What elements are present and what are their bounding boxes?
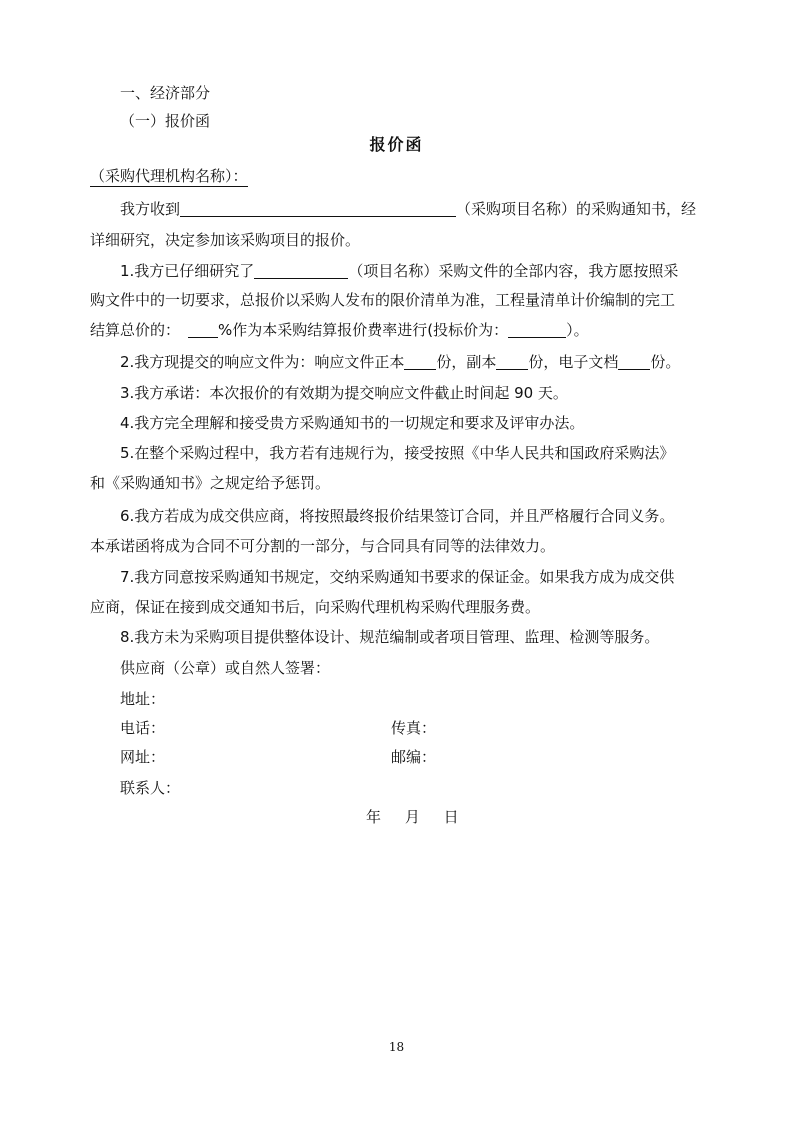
rate-blank[interactable] [188,322,218,338]
item-1-text-f: ）。 [566,321,589,339]
bid-price-blank[interactable] [508,322,566,338]
intro-text-a: 我方收到 [120,200,181,218]
date-line: 年 月 日 [366,808,459,826]
item-2-text-b: 份，副本 [436,353,497,371]
item-7-line-2: 应商，保证在接到成交通知书后，向采购代理机构采购代理服务费。 [90,598,541,616]
item-2-text-c: 份，电子文档 [528,353,619,371]
page-title: 报价函 [369,135,424,154]
item-7-line-1: 7.我方同意按采购通知书规定，交纳采购通知书要求的保证金。如果我方成为成交供 [120,568,675,586]
item-1-text-a: 1.我方已仔细研究了 [120,262,255,280]
item-6-line-1: 6.我方若成为成交供应商，将按照最终报价结果签订合同，并且严格履行合同义务。 [120,507,675,525]
electronic-copies-blank[interactable] [618,354,650,370]
item-3: 3.我方承诺：本次报价的有效期为提交响应文件截止时间起 90 天。 [120,384,568,402]
item-5-line-1: 5.在整个采购过程中，我方若有违规行为，接受按照《中华人民共和国政府采购法》 [120,444,675,462]
item-2 [120,351,680,372]
item-1-text-b: （项目名称）采购文件的全部内容，我方愿按照采 [348,262,679,280]
item-6-line-2: 本承诺函将成为合同不可分割的一部分，与合同具有同等的法律效力。 [90,537,556,555]
subsection-heading: （一）报价函 [120,112,211,130]
intro-line-1 [120,198,696,219]
supplier-signature-label: 供应商（公章）或自然人签署： [120,659,331,677]
duplicate-copies-blank[interactable] [496,354,528,370]
website-label: 网址： [120,748,166,766]
item-5-line-2: 和《采购通知书》之规定给予惩罚。 [90,474,331,492]
project-name-blank[interactable] [180,201,456,217]
fax-label: 传真： [391,719,437,737]
addressee: （采购代理机构名称）： [90,167,248,185]
item-4: 4.我方完全理解和接受贵方采购通知书的一切规定和要求及评审办法。 [120,414,585,432]
original-copies-blank[interactable] [404,354,436,370]
item-2-text-d: 份。 [650,353,681,371]
item-1-text-e: %作为本采购结算报价费率进行(投标价为： [218,321,509,339]
phone-label: 电话： [120,719,166,737]
item-1-text-d: 结算总价的： [90,321,181,339]
address-label: 地址： [120,690,166,708]
section-heading: 一、经济部分 [120,84,211,102]
item-1-line-2: 购文件中的一切要求，总报价以采购人发布的限价清单为准，工程量清单计价编制的完工 [90,291,676,309]
item-1-line-3 [90,319,589,340]
item-8: 8.我方未为采购项目提供整体设计、规范编制或者项目管理、监理、检测等服务。 [120,628,660,646]
project-title-blank[interactable] [254,263,348,279]
item-1-line-1 [120,260,678,281]
contact-label: 联系人： [120,779,181,797]
page-number: 18 [388,1040,405,1054]
intro-line-2: 详细研究，决定参加该采购项目的报价。 [90,231,361,249]
postcode-label: 邮编： [391,748,437,766]
intro-text-b: （采购项目名称）的采购通知书，经 [456,200,697,218]
item-2-text-a: 2.我方现提交的响应文件为：响应文件正本 [120,353,405,371]
